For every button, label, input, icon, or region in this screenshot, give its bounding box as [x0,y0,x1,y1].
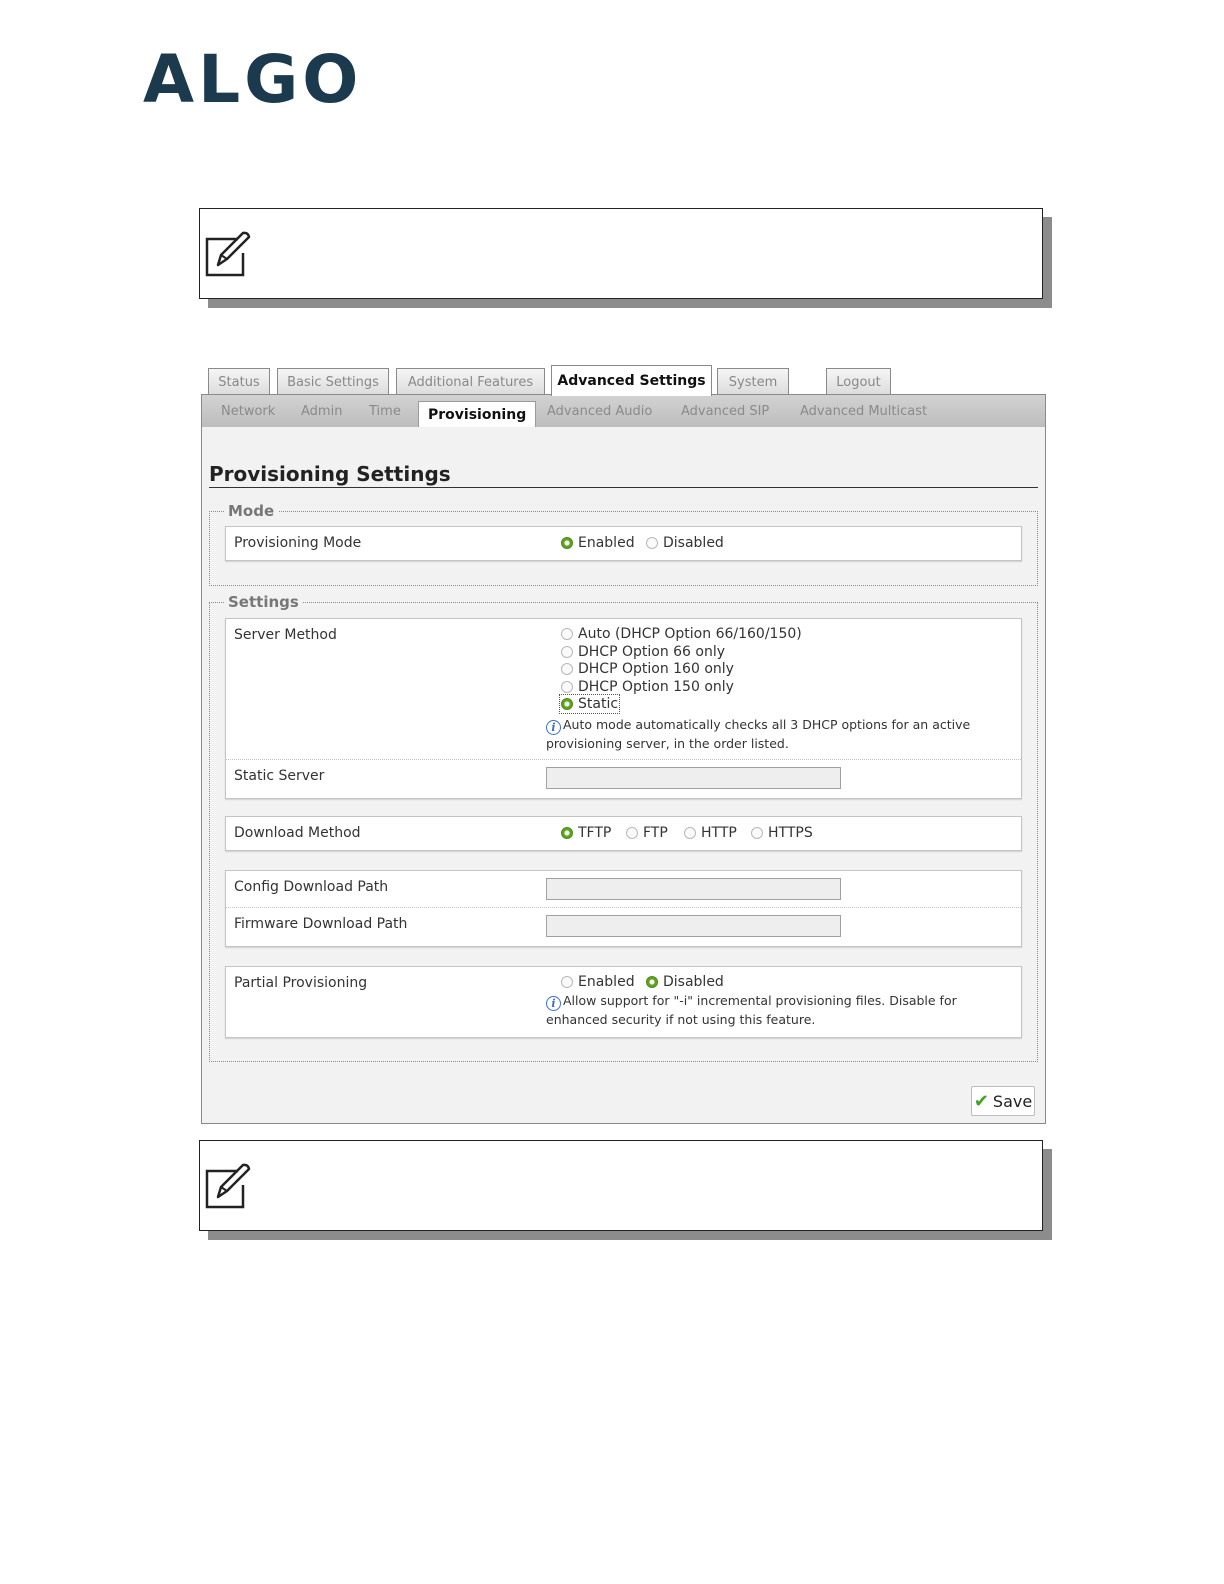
subnav-provisioning[interactable]: Provisioning [418,401,536,427]
note-box-bottom [199,1140,1052,1240]
provisioning-mode-disabled[interactable] [646,535,724,551]
option-label: Static [578,696,619,712]
settings-panel [201,394,1046,1124]
mode-legend: Mode [224,502,278,520]
mode-fieldset [209,502,1038,586]
option-label: HTTP [701,825,737,841]
partial-provisioning-row [225,966,1022,1038]
server-method-hint [546,716,970,753]
download-method-label: Download Method [234,825,361,841]
subnav-advanced-audio[interactable]: Advanced Audio [547,404,653,419]
download-method-https[interactable] [751,825,813,841]
option-label: DHCP Option 160 only [578,661,734,677]
save-label: Save [992,1091,1033,1111]
note-content [199,208,1043,299]
tab-status[interactable]: Status [208,368,270,395]
option-label: Disabled [663,535,724,551]
option-label: HTTPS [768,825,813,841]
static-server-label: Static Server [234,768,325,784]
radio-icon[interactable] [561,628,573,640]
row-divider [226,759,1021,760]
subnav-advanced-sip[interactable]: Advanced SIP [681,404,770,419]
subnav-advanced-multicast[interactable]: Advanced Multicast [800,404,928,419]
option-label: Auto (DHCP Option 66/160/150) [578,626,802,642]
radio-icon[interactable] [646,537,658,549]
radio-selected-icon[interactable] [561,537,573,549]
server-method-dhcp66[interactable] [561,644,725,660]
static-server-input[interactable] [546,767,841,789]
save-button[interactable] [971,1086,1035,1116]
download-method-tftp[interactable] [561,825,611,841]
server-method-group [225,618,1022,799]
server-method-auto[interactable] [561,626,802,642]
server-method-static[interactable] [561,696,618,712]
radio-icon[interactable] [684,827,696,839]
radio-icon[interactable] [561,681,573,693]
info-icon: i [546,720,561,735]
hint-text: enhanced security if not using this feature. [546,1012,816,1027]
radio-selected-icon[interactable] [561,698,573,710]
partial-provisioning-hint [546,992,957,1029]
note-pencil-icon [204,1161,254,1211]
partial-provisioning-label: Partial Provisioning [234,975,368,991]
config-download-path-input[interactable] [546,878,841,900]
option-label: Enabled [578,974,635,990]
radio-icon[interactable] [626,827,638,839]
checkmark-icon: ✔ [973,1090,989,1112]
subnav-time[interactable]: Time [369,404,401,419]
partial-provisioning-enabled[interactable] [561,974,635,990]
note-content [199,1140,1043,1231]
server-method-dhcp160[interactable] [561,661,734,677]
option-label: FTP [643,825,668,841]
info-icon: i [546,996,561,1011]
option-label: DHCP Option 66 only [578,644,726,660]
firmware-download-path-label: Firmware Download Path [234,916,408,932]
algo-logo: ALGO [143,41,363,118]
hint-text: provisioning server, in the order listed. [546,736,789,751]
option-label: Disabled [663,974,724,990]
tab-basic-settings[interactable]: Basic Settings [277,368,389,395]
note-pencil-icon [204,229,254,279]
provisioning-mode-row [225,526,1022,561]
download-method-ftp[interactable] [626,825,668,841]
server-method-label: Server Method [234,627,337,643]
settings-fieldset [209,593,1038,1062]
option-label: DHCP Option 150 only [578,679,734,695]
radio-selected-icon[interactable] [646,976,658,988]
provisioning-mode-enabled[interactable] [561,535,635,551]
radio-icon[interactable] [561,976,573,988]
tab-system[interactable]: System [717,368,789,395]
settings-legend: Settings [224,593,303,611]
radio-icon[interactable] [561,663,573,675]
radio-icon[interactable] [751,827,763,839]
subnav-admin[interactable]: Admin [301,404,343,419]
radio-icon[interactable] [561,646,573,658]
download-method-row [225,816,1022,851]
tab-logout[interactable]: Logout [826,368,891,395]
option-label: TFTP [578,825,612,841]
download-paths-group [225,870,1022,947]
download-method-http[interactable] [684,825,737,841]
provisioning-mode-label: Provisioning Mode [234,535,362,551]
page-title: Provisioning Settings [209,462,451,486]
server-method-dhcp150[interactable] [561,679,734,695]
option-label: Enabled [578,535,635,551]
hint-text: Allow support for "-i" incremental provisioning files. Disable for [563,993,957,1008]
hint-text: Auto mode automatically checks all 3 DHCP options for an active [563,717,971,732]
radio-selected-icon[interactable] [561,827,573,839]
partial-provisioning-disabled[interactable] [646,974,724,990]
config-download-path-label: Config Download Path [234,879,389,895]
tab-advanced-settings[interactable]: Advanced Settings [551,365,712,396]
firmware-download-path-input[interactable] [546,915,841,937]
tab-additional-features[interactable]: Additional Features [396,368,545,395]
title-divider [209,487,1038,488]
row-divider [226,907,1021,908]
subnav-network[interactable]: Network [221,404,276,419]
sub-navigation [202,395,1045,427]
note-box-top [199,208,1052,308]
